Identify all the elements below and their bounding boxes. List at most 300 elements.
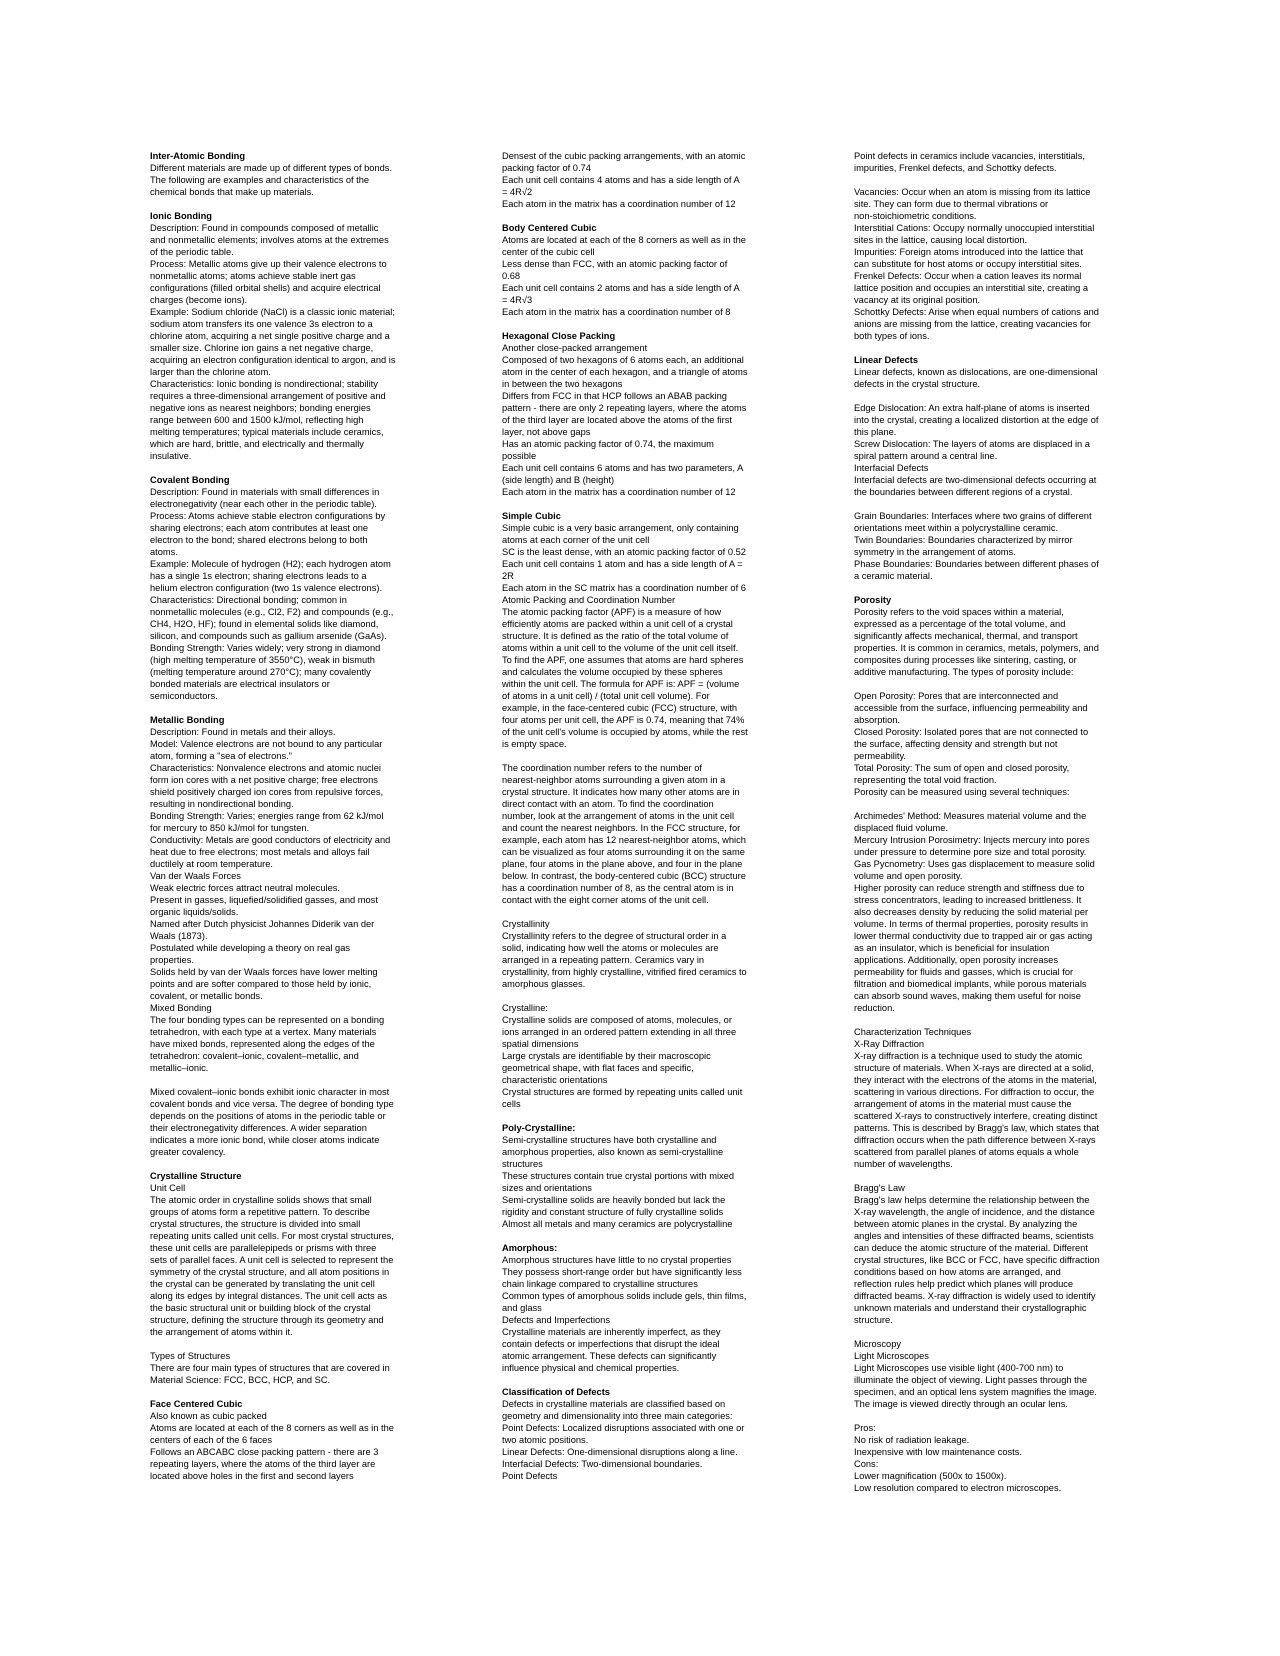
text-line: the surface, affecting density and strength but not [854,739,1058,749]
section-heading: Ionic Bonding [150,211,212,221]
text-line: Impurities: Foreign atoms introduced into the lattice that [854,247,1083,257]
text-column-3 [854,150,1130,1494]
text-line: indicates a more ionic bond, while closer atoms indicate [150,1135,380,1145]
text-line: insulative. [150,451,192,461]
text-line: Lower magnification (500x to 1500x). [854,1471,1007,1481]
text-line: site. They can form due to thermal vibrations or [854,199,1049,209]
text-line: Linear Defects: One-dimensional disruptions along a line. [502,1447,738,1457]
text-line: contain defects or imperfections that disrupt the ideal [502,1339,720,1349]
text-line: The four bonding types can be represented on a bonding [150,1015,385,1025]
text-line: along its edges by integral distances. The unit cell acts as [150,1291,388,1301]
text-line: lattice position and occupies an interstitial site, creating a [854,283,1089,293]
text-line: acquiring an electron configuration identical to argon, and is [150,355,396,365]
text-line: Interfacial Defects [854,463,929,473]
text-line: Light Microscopes [854,1351,929,1361]
text-line: sites in the lattice, causing local distortion. [854,235,1028,245]
text-line: Cons: [854,1459,879,1469]
text-line: ductilely at room temperature. [150,859,273,869]
text-line: have mixed bonds, represented along the edges of the [150,1039,375,1049]
text-line: Screw Dislocation: The layers of atoms are displaced in a [854,439,1090,449]
text-line: characteristic orientations [502,1075,608,1085]
text-line: the crystal can be generated by translating the unit cell [150,1279,375,1289]
text-line: tetrahedron, with each type at a vertex. Many materials [150,1027,377,1037]
text-line: Model: Valence electrons are not bound to any particular [150,739,383,749]
text-line: Characterization Techniques [854,1027,972,1037]
text-line: atom in the center of each hexagon, and a triangle of atoms [502,367,748,377]
text-line: non-stoichiometric conditions. [854,211,977,221]
text-line: crystal structure. It indicates how many other atoms are in [502,787,740,797]
text-line: rigidity and constant structure of fully crystalline solids [502,1207,724,1217]
text-line: Large crystals are identifiable by their macroscopic [502,1051,711,1061]
text-line: Another close-packed arrangement [502,343,648,353]
text-line: Bonding Strength: Varies; energies range from 62 kJ/mol [150,811,384,821]
text-line: Unit Cell [150,1183,186,1193]
section-heading: Poly-Crystalline: [502,1123,576,1133]
text-line: chain linkage compared to crystalline structures [502,1279,698,1289]
text-line: The following are examples and characteristics of the [150,175,370,185]
text-line: sizes and orientations [502,1183,592,1193]
text-line: also decreases density by reducing the solid material per [854,907,1089,917]
text-line: covalent, or metallic bonds. [150,991,263,1001]
text-line: Each atom in the matrix has a coordination number of 12 [502,199,736,209]
section-heading: Metallic Bonding [150,715,225,725]
text-line: possible [502,451,537,461]
text-line: negative ions as nearest neighbors; bonding energies [150,403,371,413]
text-line: The atomic packing factor (APF) is a measure of how [502,607,722,617]
text-line: plane, four atoms in the plane above, and four in the plane [502,859,743,869]
text-line: shield positively charged ion cores from repulsive forces, [150,787,384,797]
paragraph-gap [854,798,1130,810]
text-line: crystallinity, from highly crystalline, vitrified fired ceramics to [502,967,747,977]
paragraph-gap [502,498,778,510]
text-line: has a coordination number of 8, as the central atom is in [502,883,734,893]
text-line: Point Defects [502,1471,558,1481]
text-line: reduction. [854,1003,895,1013]
text-line: The atomic order in crystalline solids shows that small [150,1195,372,1205]
text-line: chemical bonds that make up materials. [150,187,314,197]
text-line: Mercury Intrusion Porosimetry: Injects mercury into pores [854,835,1090,845]
text-line: properties. It is common in ceramics, metals, polymers, and [854,643,1099,653]
text-line: of atoms in a unit cell) / (total unit cell volume). For [502,691,710,701]
paragraph-gap [150,1158,426,1170]
text-line: of the periodic table. [150,247,234,257]
text-line: Low resolution compared to electron microscopes. [854,1483,1062,1493]
text-line: for mercury to 850 kJ/mol for tungsten. [150,823,310,833]
text-line: and nonmetallic elements; involves atoms at the extremes [150,235,389,245]
text-line: Bragg's law helps determine the relationship between the [854,1195,1090,1205]
text-line: Less dense than FCC, with an atomic packing factor of [502,259,728,269]
text-line: influence physical and chemical properties. [502,1363,680,1373]
section-heading: Hexagonal Close Packing [502,331,616,341]
text-line: sharing electrons; each atom contributes at least one [150,523,369,533]
text-line: = 4R√3 [502,295,533,305]
text-line: and calculates the volume occupied by these spheres [502,667,723,677]
text-line: Present in gasses, liquefied/solidified gasses, and most [150,895,378,905]
text-line: pattern - there are only 2 repeating layers, where the atoms [502,403,747,413]
text-line: SC is the least dense, with an atomic packing factor of 0.52 [502,547,746,557]
paragraph-gap [854,498,1130,510]
text-line: applications. Additionally, open porosity increases [854,955,1058,965]
text-line: electron to the bond; shared electrons belong to both [150,535,368,545]
text-line: number, look at the arrangement of atoms in the unit cell [502,811,735,821]
text-line: atoms. [150,547,178,557]
text-line: of the third layer are located above the atoms of the first [502,415,732,425]
text-line: charges (become ions). [150,295,248,305]
text-line: Crystalline solids are composed of atoms, molecules, or [502,1015,732,1025]
text-line: filtration and biomedical implants, while porous materials [854,979,1087,989]
text-line: additive manufacturing. The types of porosity include: [854,667,1074,677]
text-line: geometry and dimensionality into three main categories: [502,1411,733,1421]
paragraph-gap [502,318,778,330]
text-line: These structures contain true crystal portions with mixed [502,1171,735,1181]
text-line: Van der Waals Forces [150,871,241,881]
text-line: contact with the eight corner atoms of the unit cell. [502,895,709,905]
paragraph-gap [502,750,778,762]
text-line: helium electron configuration (two 1s valence electrons). [150,583,383,593]
text-line: Interfacial defects are two-dimensional defects occurring at [854,475,1097,485]
text-line: stress concentrators, leading to increased brittleness. It [854,895,1082,905]
text-line: geometrical shape, with flat faces and specific, [502,1063,694,1073]
text-line: Process: Metallic atoms give up their valence electrons to [150,259,387,269]
text-line: spiral pattern around a central line. [854,451,998,461]
text-line: their electronegativity differences. A wider separation [150,1123,367,1133]
text-line: organic liquids/solids. [150,907,239,917]
paragraph-gap [150,1074,426,1086]
paragraph-gap [150,198,426,210]
text-line: Also known as cubic packed [150,1411,267,1421]
text-line: diffracted beams. X-ray diffraction is widely used to identify [854,1291,1096,1301]
text-line: = 4R√2 [502,187,533,197]
text-line: The coordination number refers to the number of [502,763,702,773]
text-line: Bonding Strength: Varies widely; very strong in diamond [150,643,381,653]
text-line: Has an atomic packing factor of 0.74, the maximum [502,439,714,449]
text-line: points and are softer compared to those held by ionic, [150,979,372,989]
text-line: spatial dimensions [502,1039,579,1049]
paragraph-gap [502,210,778,222]
text-line: Characteristics: Nonvalence electrons and atomic nuclei [150,763,381,773]
text-line: below. In contrast, the body-centered cubic (BCC) structure [502,871,746,881]
text-line: form ion cores with a net positive charge; free electrons [150,775,378,785]
text-line: layer, not above gaps [502,427,591,437]
section-heading: Simple Cubic [502,511,561,521]
paragraph-gap [854,582,1130,594]
paragraph-gap [854,678,1130,690]
text-line: this plane. [854,427,897,437]
text-line: displaced fluid volume. [854,823,949,833]
text-line: repeating units called unit cells. For most crystal structures, [150,1231,394,1241]
text-line: impurities, Frenkel defects, and Schottky defects. [854,163,1057,173]
text-line: Each unit cell contains 6 atoms and has two parameters, A [502,463,744,473]
text-line: 0.68 [502,271,521,281]
text-line: covalent bonds and vice versa. The degree of bonding type [150,1099,394,1109]
text-line: diffraction occurs when the path difference between X-rays [854,1135,1096,1145]
text-line: direct contact with an atom. To find the coordination [502,799,714,809]
text-line: smaller size. Chlorine ion gains a net negative charge, [150,343,374,353]
text-line: structure. It is defined as the ratio of the total volume of [502,631,729,641]
text-line: larger than the chlorine atom. [150,367,271,377]
text-line: which are hard, brittle, and electrically and thermally [150,439,364,449]
text-line: within the unit cell. The formula for APF is: APF = (volume [502,679,740,689]
text-line: X-ray wavelength, the angle of incidence, and the distance [854,1207,1095,1217]
paragraph-gap [150,462,426,474]
text-line: permeability. [854,751,907,761]
paragraph-gap [854,390,1130,402]
text-line: significantly affects mechanical, thermal, and transport [854,631,1078,641]
text-line: amorphous properties, also known as semi-crystalline [502,1147,724,1157]
text-line: Pros: [854,1423,876,1433]
text-line: Closed Porosity: Isolated pores that are not connected to [854,727,1089,737]
text-line: center of the cubic cell [502,247,595,257]
text-line: Characteristics: Ionic bonding is nondirectional; stability [150,379,378,389]
text-line: properties. [150,955,194,965]
text-line: symmetry of the crystal structure, and all atom positions in [150,1267,390,1277]
text-line: (melting temperature around 270°C); many covalently [150,667,371,677]
text-line: they interact with the electrons of the atoms in the material, [854,1075,1097,1085]
text-line: Description: Found in metals and their alloys. [150,727,336,737]
text-line: nearest-neighbor atoms surrounding a given atom in a [502,775,726,785]
text-line: can be visualized as four atoms surrounding it on the same [502,847,745,857]
text-line: solid, indicating how well the atoms or molecules are [502,943,719,953]
text-line: Mixed Bonding [150,1003,212,1013]
text-line: Densest of the cubic packing arrangements, with an atomic [502,151,746,161]
text-line: requires a three-dimensional arrangement of positive and [150,391,386,401]
text-line: Crystal structures are formed by repeating units called unit [502,1087,743,1097]
text-line: composites during processes like sintering, casting, or [854,655,1077,665]
text-line: Crystallinity refers to the degree of structural order in a [502,931,727,941]
text-column-2 [502,150,778,1482]
text-line: specimen, and an optical lens system magnifies the image. [854,1387,1097,1397]
text-line: can deduce the atomic structure of the material. Different [854,1243,1088,1253]
text-line: There are four main types of structures that are covered in [150,1363,390,1373]
text-line: Crystalline: [502,1003,548,1013]
text-line: Types of Structures [150,1351,231,1361]
text-line: representing the total void fraction. [854,775,997,785]
text-line: conditions based on how atoms are arranged, and [854,1267,1061,1277]
paragraph-gap [854,1170,1130,1182]
text-line: the basic structural unit or building block of the crystal [150,1303,371,1313]
text-line: Interstitial Cations: Occupy normally unoccupied interstitial [854,223,1095,233]
text-line: can absorb sound waves, making them useful for noise [854,991,1081,1001]
section-heading: Linear Defects [854,355,919,365]
text-line: depends on the positions of atoms in the periodic table or [150,1111,386,1121]
text-line: anions are missing from the lattice, creating vacancies for [854,319,1091,329]
text-line: X-ray diffraction is a technique used to study the atomic [854,1051,1083,1061]
text-line: a ceramic material. [854,571,933,581]
text-line: crystal structures, like BCC or FCC, have specific diffraction [854,1255,1100,1265]
text-line: Linear defects, known as dislocations, are one-dimensional [854,367,1098,377]
text-line: Atomic Packing and Coordination Number [502,595,676,605]
text-line: reflection rules help predict which planes will produce [854,1279,1074,1289]
text-line: Porosity refers to the void spaces within a material, [854,607,1064,617]
text-line: and glass [502,1303,542,1313]
text-line: structure of materials. When X-rays are directed at a solid, [854,1063,1094,1073]
text-line: sodium atom transfers its one valence 3s electron to a [150,319,373,329]
text-line: scattered X-rays to constructively interfere, creating distinct [854,1111,1098,1121]
text-line: range between 600 and 1500 kJ/mol, reflecting high [150,415,364,425]
text-line: heat due to free electrons; most metals and alloys fail [150,847,370,857]
text-line: vacancy at its original position. [854,295,981,305]
text-line: scattered from parallel planes of atoms equals a whole [854,1147,1079,1157]
text-line: can substitute for host atoms or occupy interstitial sites. [854,259,1082,269]
text-line: atomic arrangement. These defects can significantly [502,1351,717,1361]
text-line: Each atom in the matrix has a coordination number of 8 [502,307,731,317]
text-line: Defects in crystalline materials are classified based on [502,1399,726,1409]
text-line: Edge Dislocation: An extra half-plane of atoms is inserted [854,403,1090,413]
text-line: bonded materials are electrical insulators or [150,679,330,689]
text-line: CH4, H2O, HF); found in elemental solids like diamond, [150,619,379,629]
text-line: silicon, and compounds such as gallium arsenide (GaAs). [150,631,387,641]
text-line: Semi-crystalline structures have both crystalline and [502,1135,717,1145]
text-line: defects in the crystal structure. [854,379,981,389]
text-line: Each unit cell contains 2 atoms and has a side length of A [502,283,740,293]
text-line: Example: Sodium chloride (NaCl) is a classic ionic material; [150,307,395,317]
text-line: atoms at each corner of the unit cell [502,535,650,545]
text-line: lower thermal conductivity due to trapped air or gas acting [854,931,1093,941]
text-line: Postulated while developing a theory on real gas [150,943,351,953]
text-line: atom, forming a "sea of electrons." [150,751,292,761]
section-heading: Amorphous: [502,1243,558,1253]
text-line: They possess short-range order but have significantly less [502,1267,742,1277]
text-line: melting temperatures; typical materials include ceramics, [150,427,384,437]
text-line: Light Microscopes use visible light (400-700 nm) to [854,1363,1064,1373]
text-line: scattering in various directions. For diffraction to occur, the [854,1087,1095,1097]
text-line: Simple cubic is a very basic arrangement, only containing [502,523,739,533]
section-heading: Body Centered Cubic [502,223,597,233]
text-line: Point Defects: Localized disruptions associated with one or [502,1423,745,1433]
text-line: volume. In terms of thermal properties, porosity results in [854,919,1089,929]
section-heading: Face Centered Cubic [150,1399,243,1409]
text-line: located above holes in the first and second layers [150,1471,354,1481]
text-line: Each unit cell contains 1 atom and has a side length of A = [502,559,743,569]
text-line: cells [502,1099,521,1109]
text-line: (side length) and B (height) [502,475,615,485]
text-line: Atoms are located at each of the 8 corners as well as in the [502,235,746,245]
text-line: The image is viewed directly through an ocular lens. [854,1399,1068,1409]
text-line: centers of each of the 6 faces [150,1435,272,1445]
text-line: under pressure to determine pore size and total porosity. [854,847,1087,857]
text-line: symmetry in the arrangement of atoms. [854,547,1016,557]
text-line: structure, defining the structure through its geometry and [150,1315,384,1325]
paragraph-gap [854,1410,1130,1422]
text-line: Waals (1873). [150,931,208,941]
text-line: chlorine atom, acquiring a net single positive charge and a [150,331,390,341]
text-line: in between the two hexagons [502,379,623,389]
text-line: of the unit cell's volume is occupied by atoms, while the rest [502,727,748,737]
text-line: Description: Found in compounds composed of metallic [150,223,379,233]
section-heading: Porosity [854,595,892,605]
text-line: Named after Dutch physicist Johannes Diderik van der [150,919,375,929]
text-line: crystal structures, the structure is divided into small [150,1219,361,1229]
text-line: is empty space. [502,739,567,749]
text-line: as an insulator, which is beneficial for insulation [854,943,1050,953]
paragraph-gap [854,1326,1130,1338]
text-line: Crystalline materials are inherently imperfect, as they [502,1327,721,1337]
text-line: Almost all metals and many ceramics are polycrystalline [502,1219,733,1229]
text-line: greater covalency. [150,1147,226,1157]
paragraph-gap [854,342,1130,354]
text-line: Phase Boundaries: Boundaries between different phases of [854,559,1099,569]
text-line: Defects and Imperfections [502,1315,610,1325]
paragraph-gap [502,1110,778,1122]
text-line: Mixed covalent–ionic bonds exhibit ionic character in most [150,1087,390,1097]
text-line: tetrahedron: covalent–ionic, covalent–metallic, and [150,1051,359,1061]
paragraph-gap [502,906,778,918]
text-line: Open Porosity: Pores that are interconnected and [854,691,1059,701]
paragraph-gap [854,1014,1130,1026]
text-line: atoms within a unit cell to the volume of the unit cell itself. [502,643,739,653]
text-line: unknown materials and understand their crystallographic [854,1303,1087,1313]
text-line: Higher porosity can reduce strength and stiffness due to [854,883,1085,893]
text-line: Atoms are located at each of the 8 corners as well as in the [150,1423,394,1433]
text-line: Description: Found in materials with small differences in [150,487,380,497]
text-line: two atomic positions. [502,1435,589,1445]
text-line: Grain Boundaries: Interfaces where two grains of different [854,511,1092,521]
text-line: X-Ray Diffraction [854,1039,925,1049]
text-line: four atoms per unit cell, the APF is 0.74, meaning that 74% [502,715,745,725]
text-line: Each atom in the SC matrix has a coordination number of 6 [502,583,746,593]
text-line: Follows an ABCABC close packing pattern - there are 3 [150,1447,379,1457]
text-line: Characteristics: Directional bonding; common in [150,595,347,605]
text-line: has a single 1s electron; sharing electrons leads to a [150,571,367,581]
text-line: Point defects in ceramics include vacancies, interstitials, [854,151,1085,161]
text-line: amorphous glasses. [502,979,586,989]
text-line: sets of parallel faces. A unit cell is selected to represent the [150,1255,394,1265]
text-line: groups of atoms form a repetitive pattern. To describe [150,1207,370,1217]
text-line: expressed as a percentage of the total volume, and [854,619,1066,629]
text-line: Process: Atoms achieve stable electron configurations by [150,511,386,521]
paragraph-gap [854,174,1130,186]
text-line: orientations meet within a polycrystalline ceramic. [854,523,1059,533]
paragraph-gap [502,990,778,1002]
text-line: Total Porosity: The sum of open and closed porosity, [854,763,1070,773]
text-line: Solids held by van der Waals forces have lower melting [150,967,378,977]
text-line: arranged in a repeating pattern. Ceramics vary in [502,955,705,965]
text-line: patterns. This is described by Bragg's law, which states that [854,1123,1099,1133]
paragraph-gap [502,1374,778,1386]
text-line: Material Science: FCC, BCC, HCP, and SC. [150,1375,331,1385]
text-line: these unit cells are parallelepipeds or prisms with three [150,1243,377,1253]
text-line: both types of ions. [854,331,930,341]
text-line: Microscopy [854,1339,902,1349]
text-line: Crystallinity [502,919,550,929]
text-line: Each unit cell contains 4 atoms and has a side length of A [502,175,740,185]
text-line: illuminate the object of viewing. Light passes through the [854,1375,1088,1385]
text-line: efficiently atoms are packed within a unit cell of a crystal [502,619,733,629]
paragraph-gap [150,1386,426,1398]
text-line: arrangement of atoms in the material must cause the [854,1099,1072,1109]
text-line: the arrangement of atoms within it. [150,1327,293,1337]
paragraph-gap [502,1230,778,1242]
text-line: Vacancies: Occur when an atom is missing from its lattice [854,187,1091,197]
text-line: repeating layers, where the atoms of the third layer are [150,1459,376,1469]
text-line: Conductivity: Metals are good conductors of electricity and [150,835,391,845]
text-line: Common types of amorphous solids include gels, thin films, [502,1291,747,1301]
text-line: Example: Molecule of hydrogen (H2); each hydrogen atom [150,559,391,569]
text-line: Interfacial Defects: Two-dimensional boundaries. [502,1459,703,1469]
section-heading: Covalent Bonding [150,475,230,485]
text-line: Archimedes' Method: Measures material volume and the [854,811,1087,821]
text-line: Semi-crystalline solids are heavily bonded but lack the [502,1195,726,1205]
text-line: Each atom in the matrix has a coordination number of 12 [502,487,736,497]
text-line: Gas Pycnometry: Uses gas displacement to measure solid [854,859,1095,869]
text-line: the boundaries between different regions of a crystal. [854,487,1073,497]
text-line: Amorphous structures have little to no crystal properties [502,1255,732,1265]
text-line: between atomic planes in the crystal. By analyzing the [854,1219,1078,1229]
text-line: Frenkel Defects: Occur when a cation leaves its normal [854,271,1082,281]
text-line: nonmetallic atoms; atoms achieve stable inert gas [150,271,356,281]
text-line: permeability for fluids and gasses, which is crucial for [854,967,1074,977]
text-column-1 [150,150,426,1482]
